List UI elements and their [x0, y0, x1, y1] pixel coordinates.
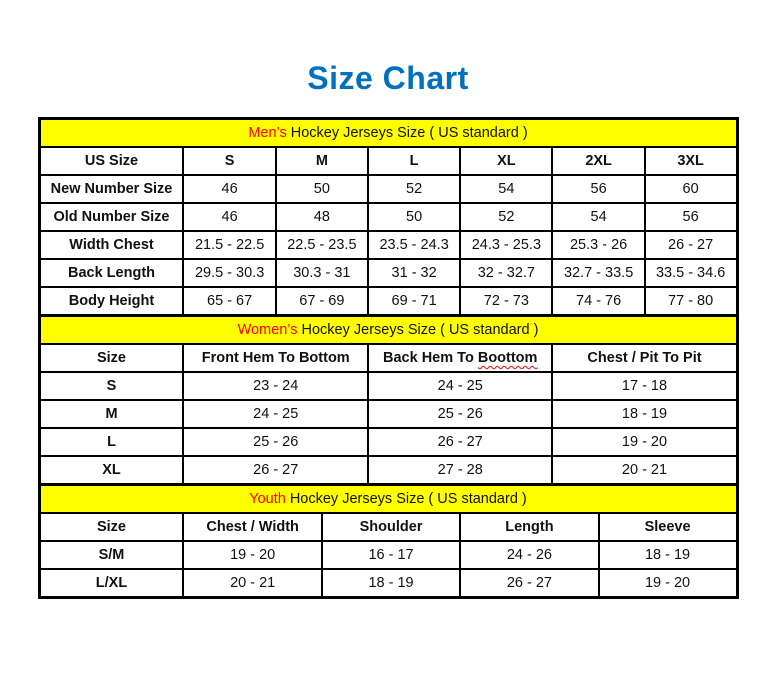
men-cell: 31 - 32	[368, 259, 460, 287]
men-cell: 67 - 69	[276, 287, 368, 316]
men-banner	[39, 119, 737, 148]
men-cell: 23.5 - 24.3	[368, 231, 460, 259]
men-cell: 50	[276, 175, 368, 203]
women-header-label: Size	[96, 350, 126, 366]
women-cell: 25 - 26	[183, 428, 368, 456]
women-row-label: XL	[39, 456, 183, 485]
men-row-label: Back Length	[39, 259, 183, 287]
men-row-label: Width Chest	[39, 231, 183, 259]
women-banner-highlight: Women’s	[237, 322, 298, 338]
men-cell: 22.5 - 23.5	[276, 231, 368, 259]
women-row	[39, 428, 737, 456]
men-cell: 46	[183, 203, 275, 231]
women-header-cell	[39, 344, 183, 372]
men-cell: 32 - 32.7	[460, 259, 552, 287]
men-cell: 32.7 - 33.5	[552, 259, 644, 287]
men-row-label: Old Number Size	[39, 203, 183, 231]
men-banner-row	[39, 119, 737, 148]
men-header-cell	[645, 147, 737, 175]
youth-row-label: S/M	[39, 541, 183, 569]
men-row	[39, 203, 737, 231]
women-banner	[39, 316, 737, 345]
women-cell: 25 - 26	[368, 400, 553, 428]
women-header-label: Chest / Pit To Pit	[587, 350, 702, 366]
youth-cell: 18 - 19	[322, 569, 460, 598]
women-row-label: M	[39, 400, 183, 428]
men-cell: 46	[183, 175, 275, 203]
youth-header-label: Sleeve	[644, 519, 691, 535]
men-cell: 56	[552, 175, 644, 203]
men-cell: 50	[368, 203, 460, 231]
men-cell: 54	[552, 203, 644, 231]
women-row-label: S	[39, 372, 183, 400]
men-cell: 48	[276, 203, 368, 231]
men-cell: 33.5 - 34.6	[645, 259, 737, 287]
men-header-cell	[368, 147, 460, 175]
mens-size-table	[38, 117, 739, 317]
women-cell: 19 - 20	[552, 428, 737, 456]
men-cell: 25.3 - 26	[552, 231, 644, 259]
youth-row	[39, 569, 737, 598]
men-cell: 77 - 80	[645, 287, 737, 316]
youth-header-label: Chest / Width	[206, 519, 299, 535]
men-cell: 69 - 71	[368, 287, 460, 316]
size-tables-wrapper	[38, 117, 739, 599]
men-cell: 74 - 76	[552, 287, 644, 316]
men-header-label: S	[224, 153, 235, 169]
men-cell: 26 - 27	[645, 231, 737, 259]
men-row	[39, 287, 737, 316]
women-cell: 24 - 25	[183, 400, 368, 428]
men-banner-text: Hockey Jerseys Size ( US standard )	[286, 125, 528, 141]
womens-size-table	[38, 314, 739, 486]
men-cell: 72 - 73	[460, 287, 552, 316]
men-row	[39, 259, 737, 287]
men-cell: 65 - 67	[183, 287, 275, 316]
women-banner-text: Hockey Jerseys Size ( US standard )	[297, 322, 539, 338]
youth-banner-highlight: Youth	[249, 491, 286, 507]
women-cell: 24 - 25	[368, 372, 553, 400]
youth-size-table	[38, 483, 739, 599]
men-row-label: New Number Size	[39, 175, 183, 203]
women-cell: 20 - 21	[552, 456, 737, 485]
men-header-label: US Size	[84, 153, 139, 169]
men-header-label: 3XL	[677, 153, 704, 169]
men-cell: 60	[645, 175, 737, 203]
youth-header-cell	[599, 513, 737, 541]
men-header-label: L	[409, 153, 419, 169]
women-cell: 23 - 24	[183, 372, 368, 400]
youth-header-cell	[183, 513, 321, 541]
women-row-label: L	[39, 428, 183, 456]
youth-banner	[39, 485, 737, 514]
youth-row	[39, 541, 737, 569]
page-title: Size Chart	[307, 60, 469, 96]
women-header-label: Front Hem To Bottom	[201, 350, 350, 366]
youth-cell: 18 - 19	[599, 541, 737, 569]
women-cell: 26 - 27	[368, 428, 553, 456]
men-header-label: 2XL	[585, 153, 612, 169]
youth-header-label: Length	[505, 519, 554, 535]
men-row	[39, 175, 737, 203]
youth-header-label: Size	[96, 519, 126, 535]
men-header-cell	[276, 147, 368, 175]
men-cell: 24.3 - 25.3	[460, 231, 552, 259]
youth-cell: 16 - 17	[322, 541, 460, 569]
youth-header-cell	[460, 513, 598, 541]
men-header-label: M	[315, 153, 328, 169]
youth-header-cell	[322, 513, 460, 541]
youth-cell: 26 - 27	[460, 569, 598, 598]
youth-header-row	[39, 513, 737, 541]
women-row	[39, 400, 737, 428]
women-cell: 26 - 27	[183, 456, 368, 485]
women-header-cell	[183, 344, 368, 372]
youth-cell: 20 - 21	[183, 569, 321, 598]
youth-header-label: Shoulder	[359, 519, 423, 535]
men-row-label: Body Height	[39, 287, 183, 316]
women-header-row	[39, 344, 737, 372]
women-cell: 17 - 18	[552, 372, 737, 400]
men-header-cell	[460, 147, 552, 175]
youth-banner-row	[39, 485, 737, 514]
women-row	[39, 372, 737, 400]
men-cell: 29.5 - 30.3	[183, 259, 275, 287]
men-header-label: XL	[497, 153, 516, 169]
youth-banner-text: Hockey Jerseys Size ( US standard )	[285, 491, 527, 507]
men-row	[39, 231, 737, 259]
men-header-cell	[183, 147, 275, 175]
men-header-cell	[552, 147, 644, 175]
women-header-cell	[552, 344, 737, 372]
men-cell: 52	[368, 175, 460, 203]
men-cell: 52	[460, 203, 552, 231]
men-cell: 56	[645, 203, 737, 231]
women-header-label: Back Hem To	[383, 350, 478, 366]
women-header-cell	[368, 344, 553, 372]
men-banner-highlight: Men’s	[248, 125, 287, 141]
women-cell: 27 - 28	[368, 456, 553, 485]
youth-cell: 19 - 20	[599, 569, 737, 598]
men-cell: 21.5 - 22.5	[183, 231, 275, 259]
youth-cell: 24 - 26	[460, 541, 598, 569]
youth-header-cell	[39, 513, 183, 541]
women-row	[39, 456, 737, 485]
men-header-cell	[39, 147, 183, 175]
men-cell: 54	[460, 175, 552, 203]
men-cell: 30.3 - 31	[276, 259, 368, 287]
women-cell: 18 - 19	[552, 400, 737, 428]
women-banner-row	[39, 316, 737, 345]
youth-cell: 19 - 20	[183, 541, 321, 569]
women-header-misspelled-word: Boottom	[477, 350, 538, 366]
men-header-row	[39, 147, 737, 175]
youth-row-label: L/XL	[39, 569, 183, 598]
